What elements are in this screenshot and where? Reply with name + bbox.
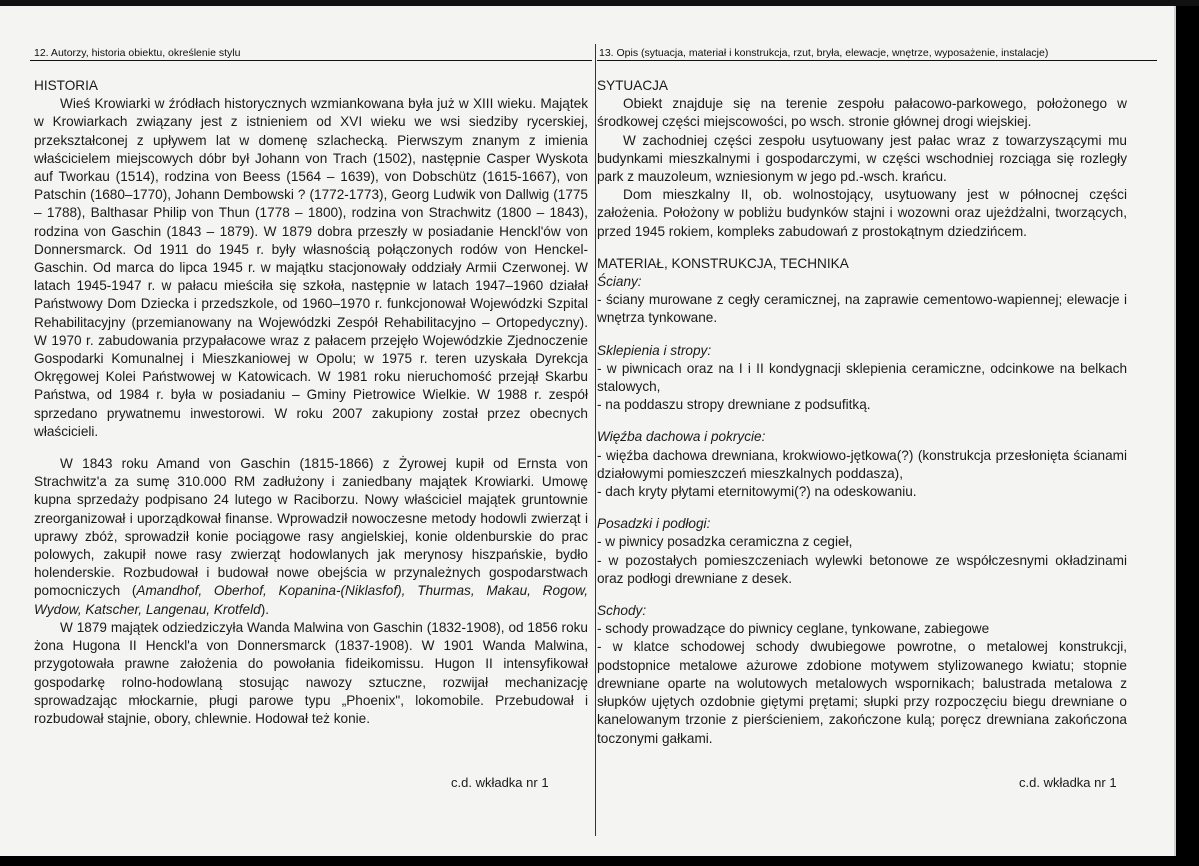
roof-title: Więźba dachowa i pokrycie: <box>597 429 766 445</box>
history-paragraph-2-end: ). <box>260 601 270 617</box>
situation-paragraph-1: Obiekt znajduje się na terenie zespołu pałacowo-parkowego, położonego w środkowej części miejscowości, po wsch. stronie głównej drogi wiejskiej. <box>597 96 1127 130</box>
header-rule-left <box>30 60 592 61</box>
stairs-item-1: - schody prowadzące do piwnicy ceglane, tynkowane, zabiegowe <box>597 621 990 637</box>
walls-title: Ściany: <box>597 274 642 290</box>
header-rule-right <box>597 60 1157 61</box>
history-heading: HISTORIA <box>34 78 98 93</box>
roof-item-2: - dach kryty płytami eternitowymi(?) na odeskowaniu. <box>597 484 917 500</box>
history-paragraph-2-places: Amandhof, Oberhof, Kopanina-(Niklasfof), Thurmas, Makau, Rogow, Wydow, Katscher, Langenau, Krotfeld <box>34 583 588 617</box>
vaults-title: Sklepienia i stropy: <box>597 342 712 358</box>
material-heading: MATERIAŁ, KONSTRUKCJA, TECHNIKA <box>597 255 849 271</box>
continued-note-right: c.d. wkładka nr 1 <box>1019 775 1117 790</box>
floors-title: Posadzki i podłogi: <box>597 516 711 532</box>
vaults-item-2: - na poddaszu stropy drewniane z podsufitką. <box>597 397 871 413</box>
floors-item-2: - w pozostałych pomieszczeniach wylewki betonowe ze współczesnymi okładzinami oraz podłogi drewniane z desek. <box>597 552 1127 586</box>
situation-heading: SYTUACJA <box>597 78 669 93</box>
history-paragraph-2 <box>34 455 588 619</box>
section-header-left: 12. Autorzy, historia obiektu, określenie stylu <box>34 47 241 59</box>
scan-border-top <box>0 0 1199 6</box>
walls-item: - ściany murowane z cegły ceramicznej, na zaprawie cementowo-wapiennej; elewacje i wnętrza tynkowane. <box>597 292 1127 326</box>
left-column <box>34 77 588 728</box>
stairs-item-2: - w klatce schodowej schody dwubiegowe powrotne, o metalowej konstrukcji, podstopnice metalowe ażurowe zdobione motywem stylizowanego kwiatu; stopnie drewniane oparte na wolutowych metalowych wspornikach; balustrada metalowa z słupków ujętych ozdobnie giętymi prętami; słupki przy rozpoczęciu biegu drewniane o kanelowanym trzonie z pierścieniem, zakończone kulą; poręcz drewniana zakończona toczonymi gałkami. <box>597 639 1127 746</box>
scan-border-bottom <box>0 856 1199 866</box>
roof-item-1: - więźba dachowa drewniana, krokwiowo-jętkowa(?) (konstrukcja przesłonięta ścianami działowymi pomieszczeń mieszkalnych poddasza), <box>597 447 1127 481</box>
situation-paragraph-2: W zachodniej części zespołu usytuowany jest pałac wraz z towarzyszącymi mu budynkami mieszkalnymi i gospodarczymi, w części wschodniej rozciąga się rozległy park z mauzoleum, wzniesionym w jego pd.-wsch. krańcu. <box>597 132 1127 185</box>
history-paragraph-3: W 1879 majątek odziedziczyła Wanda Malwina von Gaschin (1832-1908), od 1856 roku żona Hugona II Henckl'a von Donnersmarck (1837-1908). W 1901 Wanda Malwina, przygotowała prawne założenia do powołania fideikomissu. Hugon II intensyfikował gospodarkę rolno-hodowlaną stosując nawozy sztuczne, rozwijał mechanizację sprowadzając młockarnie, pługi parowe typu „Phoenix", lokomobile. Przebudował i rozbudował stajnie, obory, chlewnie. Hodował też konie. <box>34 619 588 726</box>
right-column <box>597 77 1127 748</box>
situation-paragraph-3: Dom mieszkalny II, ob. wolnostojący, usytuowany jest w północnej części założenia. Położony w pobliżu budynków stajni i wozowni oraz ujeżdżalni, tworzących, przed 1945 rokiem, kompleks zabudowań z prostokątnym dziedzińcem. <box>597 187 1127 239</box>
history-paragraph-2-text: W 1843 roku Amand von Gaschin (1815-1866) z Żyrowej kupił od Ernsta von Strachwitz'a za sumę 310.000 RM zadłużony i zaniedbany majątek Krowiarki. Umowę kupna sprzedaży podpisano 24 lutego w Raciborzu. Nowy właściciel majątek gruntownie zreorganizował i uporządkował finanse. Wprowadził nowoczesne metody hodowli zwierząt i uprawy zbóż, sprowadził konie pociągowe rasy angielskiej, konie oldenburskie do prac polowych, zakupił nowe rasy zwierząt hodowlanych jak merynosy hiszpańskie, bydło holenderskie. Rozbudował i budował nowe obejścia w przynależnych gospodarstwach pomocniczych ( <box>34 456 588 599</box>
history-paragraph-1: Wieś Krowiarki w źródłach historycznych wzmiankowana była już w XIII wieku. Majątek w Krowiarkach związany jest z istnieniem od XVI wieku we wsi siedziby rycerskiej, przekształconej z upływem lat w domenę szlachecką. Pierwszym znanym z imienia właścicielem miejscowych dóbr był Johann von Trach (1502), następnie Casper Wyskota auf Tworkau (1514), rodzina von Beess (1564 – 1639), von Dobschütz (1615-1667), von Patschin (1680–1770), Johann Dembowski ? (1772-1773), Georg Ludwik von Dallwig (1775 – 1788), Balthasar Philip von Thun (1778 – 1800), rodzina von Strachwitz (1800 – 1843), rodzina von Gaschin (1843 – 1879). W 1879 dobra przeszły w posiadanie Henckl'ów von Donnersmarck. Od 1911 do 1945 r. były własnością połączonych rodów von Henckel-Gaschin. Od marca do lipca 1945 r. w majątku stacjonowały oddziały Armii Czerwonej. W latach 1945-1947 r. w pałacu mieściła się szkoła, następnie w latach 1947–1960 działał Państwowy Dom Dziecka i przedszkole, od 1960–1970 r. funkcjonował Wojewódzki Szpital Rehabilitacyjny (przemianowany na Wojewódzki Zespół Rehabilitacyjno – Ortopedyczny). W 1970 r. zabudowania przypałacowe wraz z pałacem przejęło Wojewódzkie Zjednoczenie Gospodarki Komunalnej i Mieszkaniowej w Opolu; w 1975 r. teren uzyskała Dyrekcja Okręgowej Kolei Państwowej w Katowicach. W 1981 roku nieruchomość przejął Skarbu Państwa, od 1984 r. była w posiadaniu – Gminy Pietrowice Wielkie. W 1988 r. zespół sprzedano prywatnemu inwestorowi. W roku 2007 zakupiony został przez obecnych właścicieli. <box>34 96 588 439</box>
vaults-item-1: - w piwnicach oraz na I i II kondygnacji sklepienia ceramiczne, odcinkowe na belkach stalowych, <box>597 360 1127 395</box>
section-header-right: 13. Opis (sytuacja, materiał i konstrukcja, rzut, bryła, elewacje, wnętrze, wyposażenie, instalacje) <box>599 47 1049 59</box>
floors-item-1: - w piwnicy posadzka ceramiczna z cegieł, <box>597 534 853 550</box>
column-divider <box>595 44 596 836</box>
stairs-title: Schody: <box>597 603 647 619</box>
scan-border-right <box>1176 0 1199 866</box>
continued-note-left: c.d. wkładka nr 1 <box>451 775 549 790</box>
